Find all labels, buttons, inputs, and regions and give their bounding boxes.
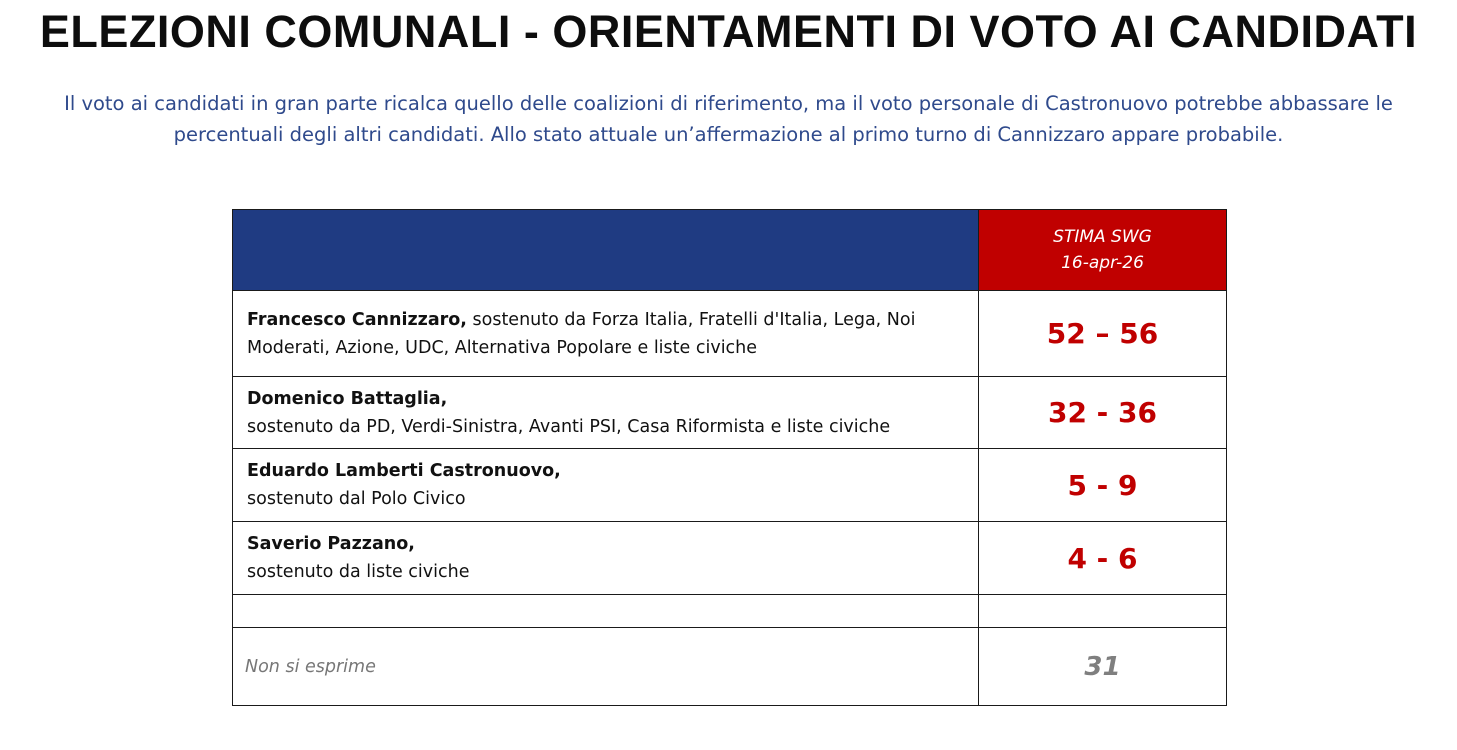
candidate-name: Francesco Cannizzaro,: [247, 309, 467, 330]
candidate-cell: [233, 377, 979, 449]
table-row: [233, 291, 1227, 377]
estimate-cell: 32 - 36: [979, 377, 1227, 449]
candidate-name: Domenico Battaglia,: [247, 388, 448, 409]
no-answer-row: [233, 628, 1227, 706]
candidate-cell: [233, 291, 979, 377]
page-subtitle: [30, 88, 1427, 150]
candidate-cell: [233, 522, 979, 595]
source-date: 16-apr-26: [1061, 253, 1144, 273]
no-answer-value: 31: [979, 628, 1227, 706]
empty-cell: [233, 595, 979, 628]
estimate-cell: 5 - 9: [979, 449, 1227, 522]
header-blank-cell: [233, 210, 979, 291]
candidate-support: sostenuto da Forza Italia, Fratelli d'Italia, Lega, Noi: [466, 309, 916, 330]
table-row: [233, 377, 1227, 449]
candidate-support: sostenuto da PD, Verdi-Sinistra, Avanti PSI, Casa Riformista e liste civiche: [247, 416, 891, 437]
candidate-support-cont: Moderati, Azione, UDC, Alternativa Popolare e liste civiche: [247, 337, 758, 358]
no-answer-label: Non si esprime: [233, 628, 979, 706]
candidate-support: sostenuto dal Polo Civico: [247, 489, 466, 509]
candidate-name: Eduardo Lamberti Castronuovo,: [247, 461, 561, 481]
candidate-support: sostenuto da liste civiche: [247, 562, 470, 582]
results-table: [232, 209, 1227, 706]
estimate-cell: 52 – 56: [979, 291, 1227, 377]
header-source-cell: [979, 210, 1227, 291]
subtitle-line-2: percentuali degli altri candidati. Allo stato attuale un’affermazione al primo turno di Cannizzaro appare probabile.: [173, 123, 1284, 146]
table-row: [233, 522, 1227, 595]
table-row: [233, 449, 1227, 522]
source-label: STIMA SWG: [1053, 227, 1152, 247]
candidate-name: Saverio Pazzano,: [247, 534, 415, 554]
empty-row: [233, 595, 1227, 628]
estimate-cell: 4 - 6: [979, 522, 1227, 595]
table-header-row: [233, 210, 1227, 291]
subtitle-line-1: Il voto ai candidati in gran parte ricalca quello delle coalizioni di riferimento, ma il voto personale di Castronuovo potrebbe abbassare le: [64, 92, 1393, 115]
empty-cell: [979, 595, 1227, 628]
page-title: ELEZIONI COMUNALI - ORIENTAMENTI DI VOTO AI CANDIDATI: [39, 6, 1418, 57]
candidate-cell: [233, 449, 979, 522]
